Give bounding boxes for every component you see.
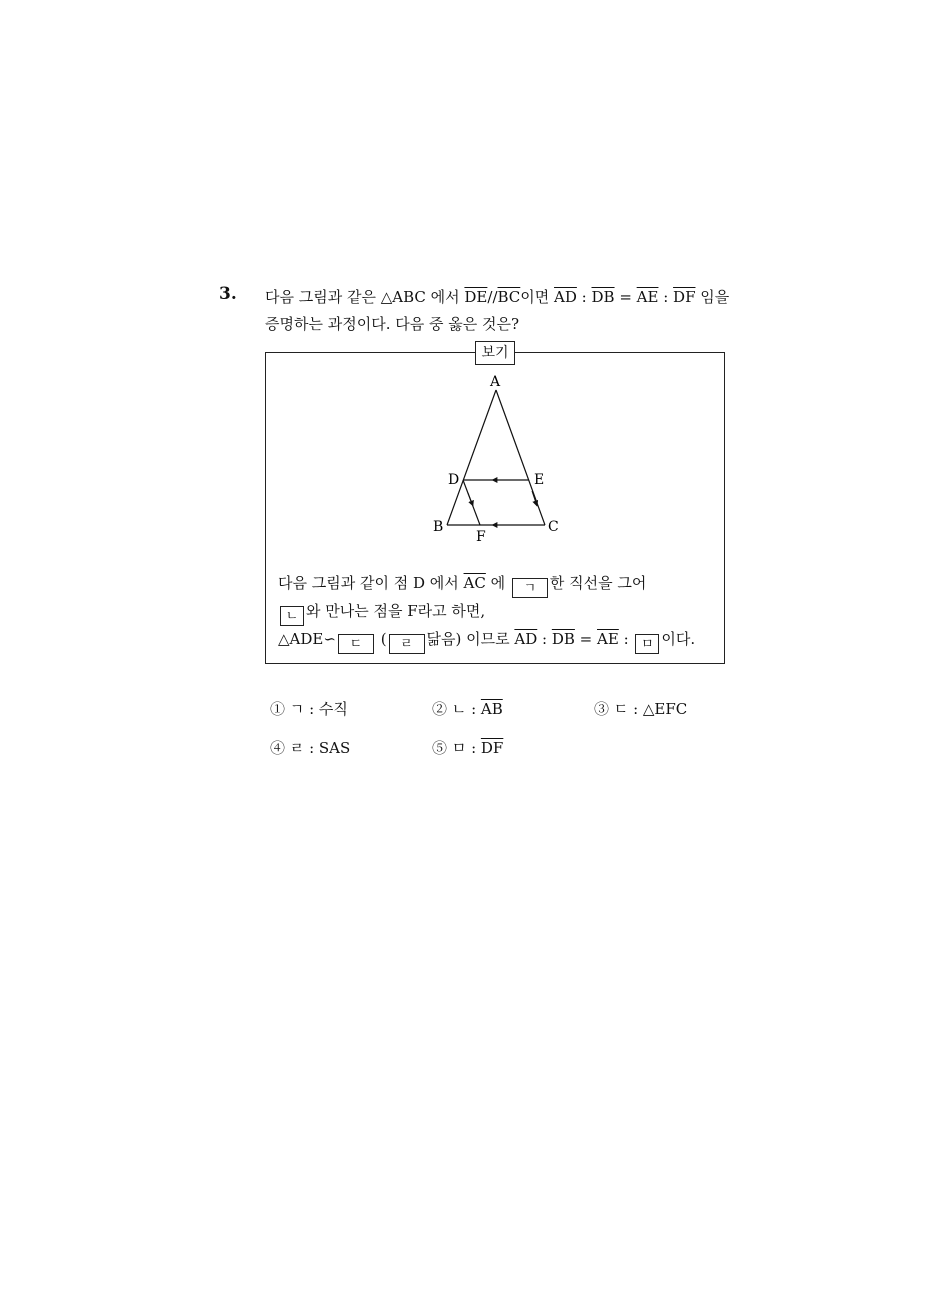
q-text-part: 이면 [520,288,555,306]
question-number: 3. [219,284,237,304]
segment-DB: $\overline{DB}$ [551,630,575,648]
arrow-EC [532,491,537,506]
choice-value: SAS [318,739,351,757]
proof-line-1 [278,570,695,598]
proof-line-2 [278,598,695,626]
colon: : [537,630,552,648]
proof-part: 이다. [661,630,696,648]
choice-key: ㄱ [289,700,305,718]
segment-AC: $\overline{AC}$ [463,574,486,592]
choice-value: $\overline{AB}$ [480,700,503,718]
colon: : [576,288,592,306]
choice-number: ④ [270,739,286,757]
proof-part: 한 직선을 그어 [549,574,647,592]
label-A: A [490,374,501,390]
choice-value: △EFC [642,700,688,718]
question-text [265,284,765,338]
choice-sep: : [466,739,481,757]
proof-part: 닮음) 이므로 [426,630,515,648]
example-box-label: 보기 [475,341,515,365]
arrow-DF [468,493,473,506]
choice-sep: : [304,700,319,718]
segment-AE: $\overline{AE}$ [636,288,659,306]
q-text-part: 임을 [695,288,730,306]
choice-value: 수직 [318,700,348,718]
choice-number: ② [432,700,448,718]
side-AC [496,390,545,525]
choice-number: ⑤ [432,739,448,757]
question-line-2: 증명하는 과정이다. 다음 중 옳은 것은? [265,315,520,333]
choice-key: ㅁ [451,739,467,757]
label-D: D [448,472,460,488]
choice-key: ㄴ [451,700,467,718]
colon: : [618,630,634,648]
blank-5: ㅁ [635,634,659,654]
proof-part: 에 [485,574,510,592]
label-E: E [534,472,545,488]
side-AB [447,390,496,525]
equals: = [614,288,637,306]
segment-AD: $\overline{AD}$ [514,630,538,648]
proof-part: ( [375,630,387,648]
choice-sep: : [466,700,481,718]
blank-2: ㄴ [280,606,304,626]
segment-DB: $\overline{DB}$ [591,288,615,306]
question-line-1 [265,284,765,311]
label-F: F [476,529,486,545]
label-C: C [548,519,559,535]
proof-part: △ADE∽ [278,630,336,648]
segment-AD: $\overline{AD}$ [554,288,577,306]
parallel-symbol: // [487,288,498,306]
choice-4[interactable] [270,737,350,758]
segment-DE: $\overline{DE}$ [464,288,488,306]
label-B: B [433,519,444,535]
blank-4: ㄹ [389,634,425,654]
choice-3[interactable] [594,698,687,719]
equals: = [574,630,598,648]
proof-text [278,570,695,654]
choice-5[interactable] [432,737,503,758]
choice-number: ③ [594,700,610,718]
choice-2[interactable] [432,698,503,719]
choice-1[interactable] [270,698,348,719]
proof-line-3 [278,626,695,654]
choice-number: ① [270,700,286,718]
choice-key: ㄷ [613,700,629,718]
choice-value: $\overline{DF}$ [480,739,504,757]
blank-3: ㄷ [338,634,374,654]
proof-part: 와 만나는 점을 F라고 하면, [306,602,486,620]
blank-1: ㄱ [512,578,548,598]
triangle-figure [430,370,570,548]
choice-sep: : [628,700,643,718]
choice-sep: : [304,739,319,757]
segment-AE: $\overline{AE}$ [597,630,619,648]
proof-part: 다음 그림과 같이 점 D 에서 [278,574,464,592]
q-text-part: 다음 그림과 같은 △ABC 에서 [265,288,465,306]
choice-key: ㄹ [289,739,305,757]
segment-DF: $\overline{DF}$ [673,288,696,306]
segment-BC: $\overline{BC}$ [497,288,521,306]
colon: : [658,288,674,306]
